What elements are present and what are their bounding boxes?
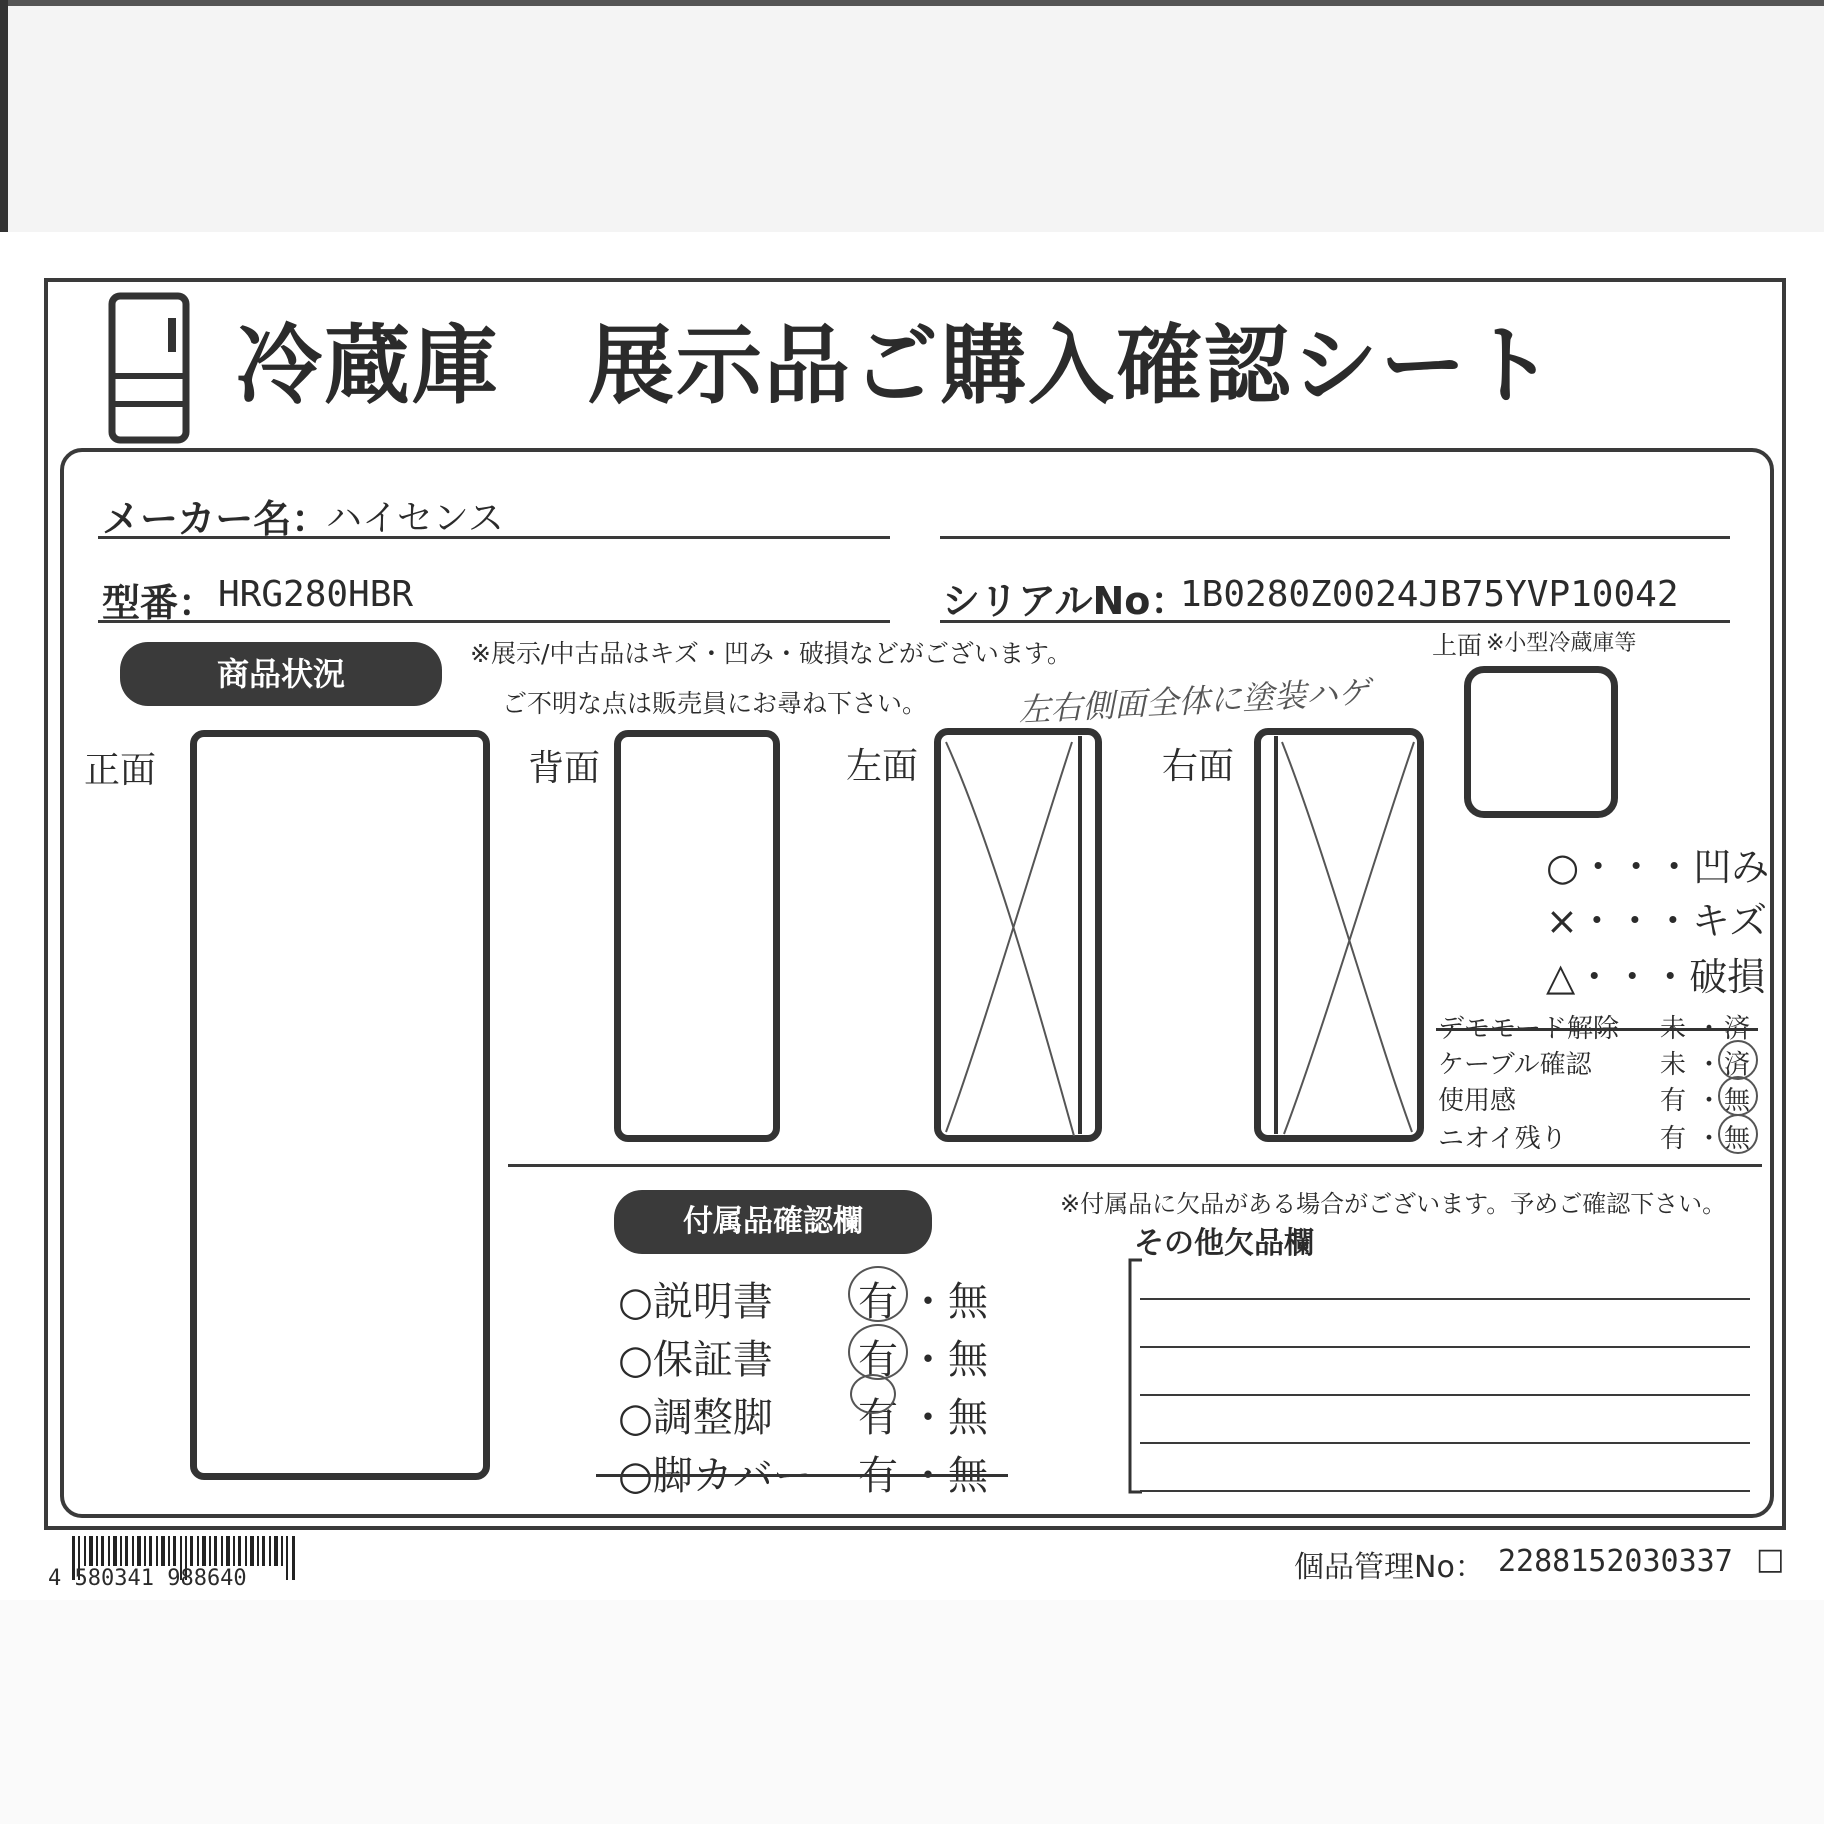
maker-underline [98, 536, 890, 539]
legend-dent-text: 凹み [1693, 845, 1770, 889]
accessory-manual-label: ○説明書 [618, 1279, 773, 1325]
right-scratch-mark [1254, 728, 1424, 1142]
right-label: 右面 [1162, 746, 1235, 787]
accessory-manual-sep: ・ [908, 1279, 948, 1325]
section-divider [508, 1164, 1762, 1167]
top-view-box [1464, 666, 1618, 818]
serial-label: シリアルNo： [942, 579, 1189, 623]
accessory-feet-label: ○調整脚 [618, 1395, 773, 1441]
other-missing-line-4 [1140, 1442, 1750, 1444]
odor-selected-circle [1718, 1114, 1758, 1154]
front-view-box [190, 730, 490, 1480]
scan-background-top [0, 0, 1824, 232]
check-demo-mode-sep: ・ [1696, 1014, 1723, 1044]
serial-underline [940, 620, 1730, 623]
accessory-feet-opt2: 無 [948, 1395, 988, 1441]
accessory-feet-cover-opt1: 有 [858, 1453, 898, 1499]
blank-field-underline [940, 536, 1730, 539]
accessory-manual-opt1: 有 [858, 1279, 898, 1325]
check-odor-sep: ・ [1696, 1124, 1723, 1154]
legend-scratch [1546, 890, 1767, 945]
other-missing-heading: その他欠品欄 [1134, 1226, 1314, 1261]
check-cable-sep: ・ [1696, 1050, 1723, 1080]
maker-value: ハイセンス [326, 498, 504, 539]
cable-selected-circle [1718, 1040, 1758, 1080]
check-demo-mode-opt1: 未 [1660, 1014, 1687, 1044]
accessory-warranty-opt2: 無 [948, 1337, 988, 1383]
warranty-selected-circle [848, 1324, 908, 1380]
legend-dent-mark: ○ [1546, 845, 1580, 889]
legend-dent-dots: ・・・ [1579, 845, 1694, 889]
back-label: 背面 [528, 748, 601, 789]
accessory-feet-cover-label: ○脚カバー [618, 1453, 813, 1499]
legend-damage-text: 破損 [1689, 955, 1766, 999]
other-missing-line-3 [1140, 1394, 1750, 1396]
barcode-digits: 4 580341 988640 [48, 1566, 247, 1591]
scan-background-bottom [0, 1600, 1824, 1824]
accessory-feet-sep: ・ [908, 1395, 948, 1441]
scan-edge-line [0, 0, 1824, 6]
usage-selected-circle [1718, 1076, 1758, 1116]
accessory-warranty-label: ○保証書 [618, 1337, 773, 1383]
legend-scratch-dots: ・・・ [1577, 899, 1692, 943]
check-usage-sep: ・ [1696, 1086, 1723, 1116]
legend-damage-dots: ・・・ [1575, 955, 1690, 999]
condition-heading: 商品状況 [120, 642, 442, 706]
model-value: HRG280HBR [218, 574, 414, 615]
item-control-checkbox[interactable]: □ [1756, 1542, 1785, 1577]
scan-edge-left [0, 0, 8, 232]
other-missing-line-1 [1140, 1298, 1750, 1300]
check-cable-label: ケーブル確認 [1438, 1050, 1592, 1080]
front-label: 正面 [84, 750, 157, 791]
check-demo-mode-label: デモモード解除 [1438, 1014, 1619, 1044]
check-usage-label: 使用感 [1438, 1086, 1517, 1116]
accessory-feet-cover-sep: ・ [908, 1453, 948, 1499]
model-label: 型番： [102, 581, 217, 625]
feet-selected-circle [850, 1374, 896, 1414]
check-odor-label: ニオイ残り [1438, 1124, 1567, 1154]
refrigerator-icon [108, 292, 190, 444]
accessories-heading: 付属品確認欄 [614, 1190, 932, 1254]
legend-dent [1546, 836, 1769, 891]
legend-damage [1546, 946, 1765, 1001]
accessory-warranty-opt1: 有 [858, 1337, 898, 1383]
condition-note-2: ご不明な点は販売員にお尋ね下さい。 [502, 689, 928, 718]
handwritten-remark: 左右側面全体に塗装ハゲ [1017, 672, 1371, 730]
accessory-feet-cover-opt2: 無 [948, 1453, 988, 1499]
feet-cover-strikethrough [596, 1474, 1008, 1477]
item-control-label: 個品管理No： [1294, 1550, 1485, 1585]
demo-mode-strikethrough [1436, 1028, 1758, 1031]
left-scratch-mark [934, 728, 1102, 1142]
accessories-note: ※付属品に欠品がある場合がございます。予めご確認下さい。 [1060, 1190, 1727, 1218]
item-control-number: 2288152030337 [1498, 1544, 1733, 1579]
accessory-manual-opt2: 無 [948, 1279, 988, 1325]
check-cable-opt2: 済 [1724, 1050, 1751, 1080]
check-odor-opt2: 無 [1724, 1124, 1751, 1154]
other-missing-bracket [1126, 1256, 1146, 1496]
legend-scratch-text: キズ [1691, 899, 1768, 943]
accessory-feet-opt1: 有 [858, 1395, 898, 1441]
check-usage-opt2: 無 [1724, 1086, 1751, 1116]
accessory-warranty-sep: ・ [908, 1337, 948, 1383]
back-view-box [614, 730, 780, 1142]
legend-scratch-mark: × [1546, 899, 1578, 943]
check-usage-opt1: 有 [1660, 1086, 1687, 1116]
maker-label: メーカー名： [102, 497, 330, 541]
check-odor-opt1: 有 [1660, 1124, 1687, 1154]
serial-value: 1B0280Z0024JB75YVP10042 [1180, 574, 1679, 615]
other-missing-line-5 [1140, 1490, 1750, 1492]
other-missing-line-2 [1140, 1346, 1750, 1348]
page-title: 冷蔵庫 展示品ご購入確認シート [236, 316, 1556, 416]
legend-damage-mark: △ [1546, 955, 1576, 999]
left-label: 左面 [846, 746, 919, 787]
condition-note-1: ※展示/中古品はキズ・凹み・破損などがございます。 [470, 639, 1072, 668]
model-underline [98, 620, 890, 623]
check-cable-opt1: 未 [1660, 1050, 1687, 1080]
check-demo-mode-opt2: 済 [1724, 1014, 1751, 1044]
top-view-note: ※小型冷蔵庫等 [1486, 631, 1637, 656]
top-view-label: 上面 [1432, 631, 1483, 660]
manual-selected-circle [848, 1266, 908, 1322]
